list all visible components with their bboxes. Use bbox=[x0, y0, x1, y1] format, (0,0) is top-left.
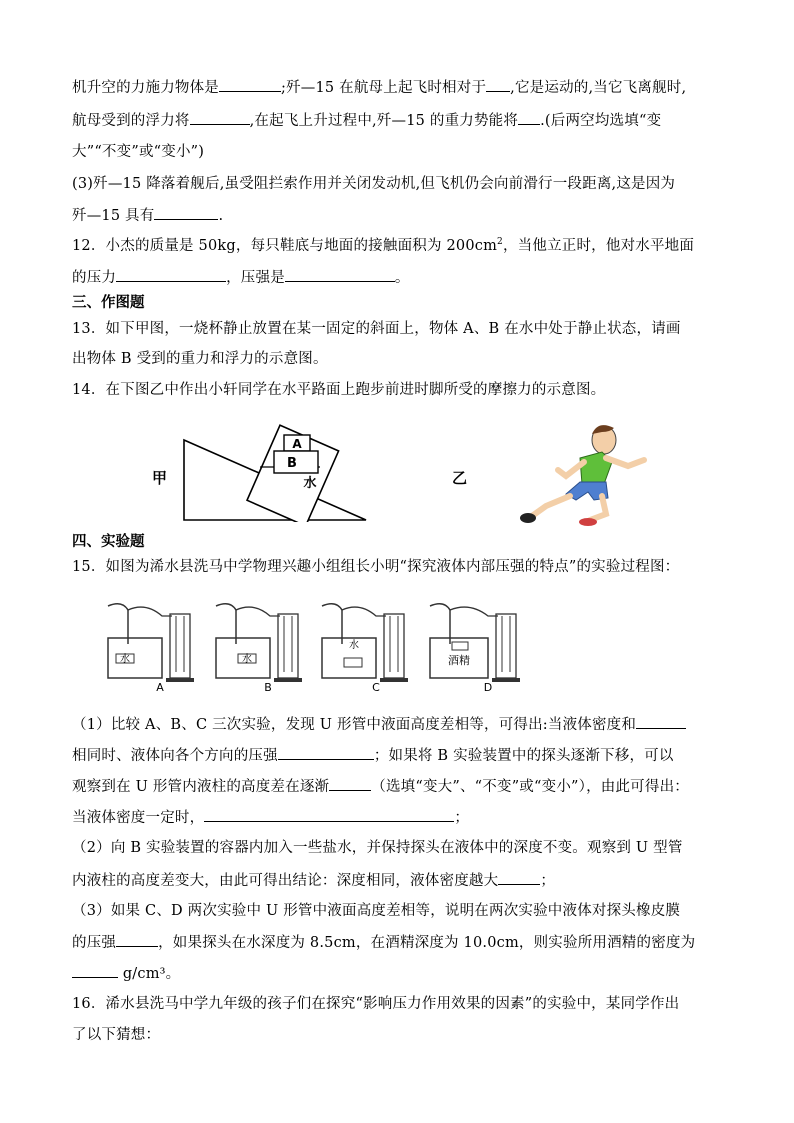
blank[interactable] bbox=[190, 110, 250, 125]
q11-line-1: 机升空的力施力物体是 ;歼—15 在航母上起飞时相对于 ,它是运动的,当它飞离舰时, bbox=[72, 77, 686, 98]
apparatus-a bbox=[108, 604, 194, 682]
q15-part1-line-2: 相同时、液体向各个方向的压强 ；如果将 B 实验装置中的探头逐渐下移，可以 bbox=[72, 745, 674, 766]
q15-part1-line-3: 观察到在 U 形管内液柱的高度差在逐渐 （选填“变大”、“不变”或“变小”），由此可得出： bbox=[72, 776, 689, 797]
runner-figure bbox=[506, 418, 666, 530]
blank[interactable] bbox=[116, 267, 226, 282]
blank[interactable] bbox=[154, 205, 218, 220]
blank[interactable] bbox=[636, 714, 686, 729]
u-tube-experiment-figure bbox=[100, 598, 540, 694]
left-arm bbox=[558, 462, 584, 476]
front-shoe bbox=[579, 518, 597, 526]
right-arm bbox=[606, 458, 644, 466]
incline-beaker-figure bbox=[180, 420, 370, 522]
blank[interactable] bbox=[116, 932, 158, 947]
section-heading-experiment: 四、实验题 bbox=[72, 534, 145, 550]
beaker-c-liquid: 水 bbox=[349, 640, 359, 651]
apparatus-c bbox=[322, 604, 408, 682]
q15-part3-line-1: （3）如果 C、D 两次实验中 U 形管中液面高度差相等，说明在两次实验中液体对探头橡皮膜 bbox=[72, 903, 681, 919]
beaker-c-letter: C bbox=[372, 681, 380, 694]
q14-line: 14．在下图乙中作出小轩同学在水平路面上跑步前进时脚所受的摩擦力的示意图。 bbox=[72, 382, 606, 398]
blank[interactable] bbox=[72, 963, 118, 978]
q15-part1-line-4: 当液体密度一定时， ； bbox=[72, 807, 469, 828]
q13-line-2: 出物体 B 受到的重力和浮力的示意图。 bbox=[72, 351, 328, 367]
q12-line-1: 12．小杰的质量是 50kg，每只鞋底与地面的接触面积为 $200cm^2$，当他立正时，他对水平地面 bbox=[72, 237, 695, 254]
beaker-a-letter: A bbox=[156, 681, 164, 694]
q15-part3-line-2: 的压强 ，如果探头在水深度为 8.5cm，在酒精深度为 10.0cm，则实验所用酒精的密度为 bbox=[72, 932, 695, 953]
figure-yi-label: 乙 bbox=[452, 469, 468, 487]
box-a-label: A bbox=[292, 437, 302, 451]
blank[interactable] bbox=[278, 745, 374, 760]
blank[interactable] bbox=[204, 807, 454, 822]
q15-part2-line-1: （2）向 B 实验装置的容器内加入一些盐水，并保持探头在液体中的深度不变。观察到 U 型管 bbox=[72, 840, 683, 856]
beaker-d-liquid: 酒精 bbox=[448, 654, 470, 667]
back-leg bbox=[532, 496, 570, 516]
water-label: 水 bbox=[303, 476, 317, 491]
beaker-b-letter: B bbox=[264, 681, 272, 694]
q11-line-3: 大”“不变”或“变小”) bbox=[72, 144, 205, 160]
q15-intro: 15．如图为浠水县洗马中学物理兴趣小组组长小明“探究液体内部压强的特点”的实验过程图： bbox=[72, 559, 680, 575]
back-shoe bbox=[520, 513, 536, 523]
q15-part3-line-3: g/cm³。 bbox=[72, 963, 180, 984]
blank[interactable] bbox=[486, 77, 510, 92]
q15-part1-line-1: （1）比较 A、B、C 三次实验，发现 U 形管中液面高度差相等，可得出:当液体密度和 bbox=[72, 714, 686, 735]
q12-line-2: 的压力 ，压强是 。 bbox=[72, 267, 410, 288]
blank[interactable] bbox=[219, 77, 281, 92]
blank[interactable] bbox=[329, 776, 371, 791]
q11-part3-line-1: (3)歼—15 降落着舰后,虽受阻拦索作用并关闭发动机,但飞机仍会向前滑行一段距离,这是因为 bbox=[72, 176, 676, 192]
beaker-b-liquid: 水 bbox=[242, 654, 252, 665]
beaker-a-liquid: 水 bbox=[120, 654, 130, 665]
q16-line-2: 了以下猜想： bbox=[72, 1027, 161, 1043]
apparatus-d bbox=[430, 604, 520, 682]
box-b-label: B bbox=[287, 456, 297, 471]
q11-line-2: 航母受到的浮力将 ,在起飞上升过程中,歼—15 的重力势能将 .(后两空均选填“变 bbox=[72, 110, 661, 131]
apparatus-b bbox=[216, 604, 302, 682]
q15-part2-line-2: 内液柱的高度差变大，由此可得出结论：深度相同，液体密度越大 ； bbox=[72, 870, 555, 891]
blank[interactable] bbox=[285, 267, 395, 282]
blank[interactable] bbox=[498, 870, 540, 885]
blank[interactable] bbox=[518, 110, 540, 125]
q11-part3-line-2: 歼—15 具有 . bbox=[72, 205, 223, 226]
section-heading-drawing: 三、作图题 bbox=[72, 295, 145, 311]
figure-jia-label: 甲 bbox=[152, 469, 168, 487]
q16-line-1: 16．浠水县洗马中学九年级的孩子们在探究“影响压力作用效果的因素”的实验中，某同学作出 bbox=[72, 996, 680, 1012]
q13-line-1: 13．如下甲图，一烧杯静止放置在某一固定的斜面上，物体 A、B 在水中处于静止状态，请画 bbox=[72, 321, 681, 337]
beaker-d-letter: D bbox=[483, 681, 493, 694]
